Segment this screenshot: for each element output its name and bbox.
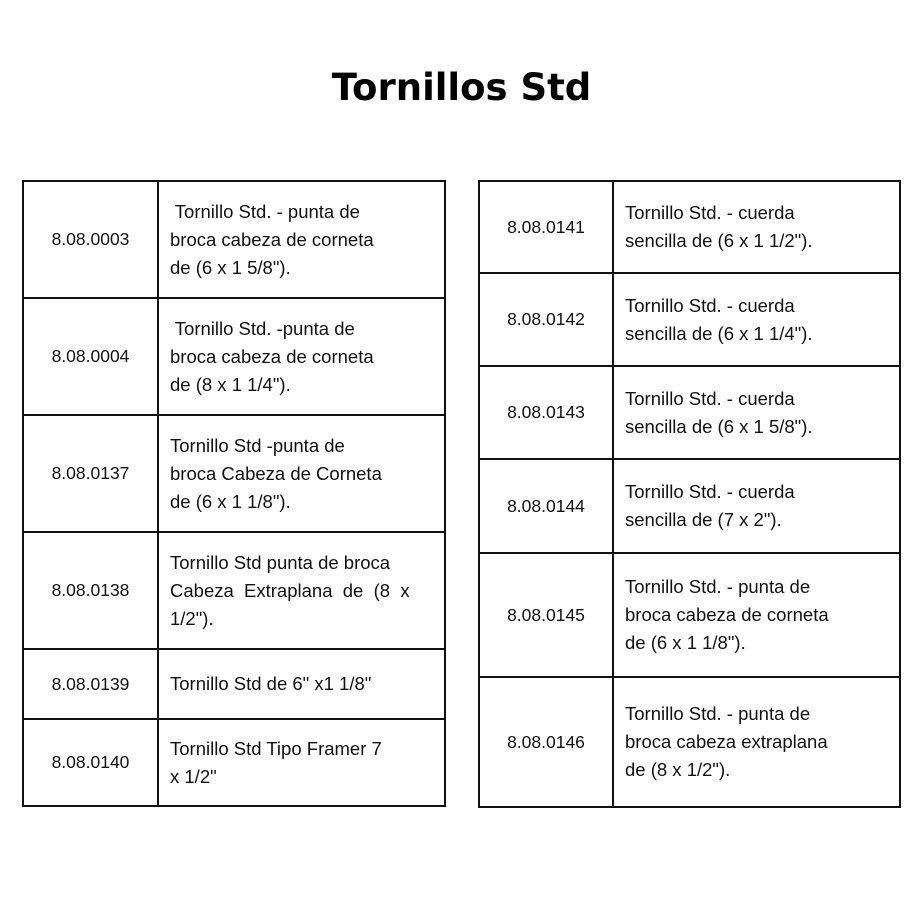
table-row [479, 553, 900, 677]
product-code: 8.08.0137 [23, 415, 158, 532]
right-product-table [478, 180, 901, 808]
description-line: Tornillo Std Tipo Framer 7 [170, 737, 382, 759]
product-code: 8.08.0142 [479, 273, 613, 366]
description-line: Tornillo Std. - cuerda [625, 294, 795, 316]
description-line: Tornillo Std. - punta de [170, 200, 360, 222]
description-line: x 1/2" [170, 765, 217, 787]
product-code: 8.08.0139 [23, 649, 158, 719]
description-line: Tornillo Std -punta de [170, 434, 345, 456]
product-description [613, 273, 900, 366]
table-row [23, 415, 445, 532]
product-code: 8.08.0146 [479, 677, 613, 807]
description-line: Tornillo Std. - punta de [625, 576, 811, 597]
description-line: Tornillo Std. - cuerda [625, 387, 795, 409]
table-row [479, 273, 900, 366]
product-description [158, 649, 445, 719]
product-description [158, 415, 445, 532]
product-code: 8.08.0003 [23, 181, 158, 298]
product-description [158, 719, 445, 806]
description-line: sencilla de (6 x 1 1/4"). [625, 322, 813, 344]
description-line: sencilla de (6 x 1 1/2"). [625, 230, 813, 251]
product-code: 8.08.0138 [23, 532, 158, 649]
description-line: sencilla de (6 x 1 5/8"). [625, 415, 813, 437]
product-description [613, 181, 900, 273]
description-line: Tornillo Std. -punta de [170, 317, 355, 339]
product-description [613, 553, 900, 677]
table-row [479, 181, 900, 273]
table-row [479, 366, 900, 459]
description-line: de (6 x 1 1/8"). [625, 632, 746, 653]
description-line: de (8 x 1 1/4"). [170, 373, 291, 395]
product-code: 8.08.0141 [479, 181, 613, 273]
description-line: broca cabeza de corneta [625, 604, 829, 625]
product-code: 8.08.0143 [479, 366, 613, 459]
product-description [613, 366, 900, 459]
table-row [479, 459, 900, 553]
table-row [23, 532, 445, 649]
description-line: de (6 x 1 1/8"). [170, 490, 291, 512]
description-line: Tornillo Std. - punta de [625, 703, 811, 724]
description-line: broca cabeza de corneta [170, 228, 374, 250]
table-row [479, 677, 900, 807]
table-row [23, 719, 445, 806]
description-line: Tornillo Std. - cuerda [625, 481, 795, 502]
product-code: 8.08.0140 [23, 719, 158, 806]
table-row [23, 298, 445, 415]
description-line: Cabeza Extraplana de (8 x [170, 579, 410, 601]
description-line: de (6 x 1 5/8"). [170, 256, 291, 278]
product-description [158, 181, 445, 298]
description-line: broca Cabeza de Corneta [170, 462, 382, 484]
description-line: broca cabeza de corneta [170, 345, 374, 367]
product-description [613, 459, 900, 553]
product-description [158, 298, 445, 415]
description-line: Tornillo Std punta de broca [170, 551, 391, 573]
description-line: de (8 x 1/2"). [625, 759, 731, 780]
product-description [613, 677, 900, 807]
left-product-table [22, 180, 446, 807]
product-code: 8.08.0144 [479, 459, 613, 553]
description-line: Tornillo Std de 6" x1 1/8" [170, 673, 372, 694]
description-line: 1/2"). [170, 607, 214, 629]
product-description [158, 532, 445, 649]
description-line: Tornillo Std. - cuerda [625, 202, 795, 223]
description-line: broca cabeza extraplana [625, 731, 828, 752]
product-code: 8.08.0145 [479, 553, 613, 677]
product-code: 8.08.0004 [23, 298, 158, 415]
table-row [23, 181, 445, 298]
description-line: sencilla de (7 x 2"). [625, 509, 782, 530]
table-row [23, 649, 445, 719]
page-title: Tornillos Std [331, 66, 592, 109]
